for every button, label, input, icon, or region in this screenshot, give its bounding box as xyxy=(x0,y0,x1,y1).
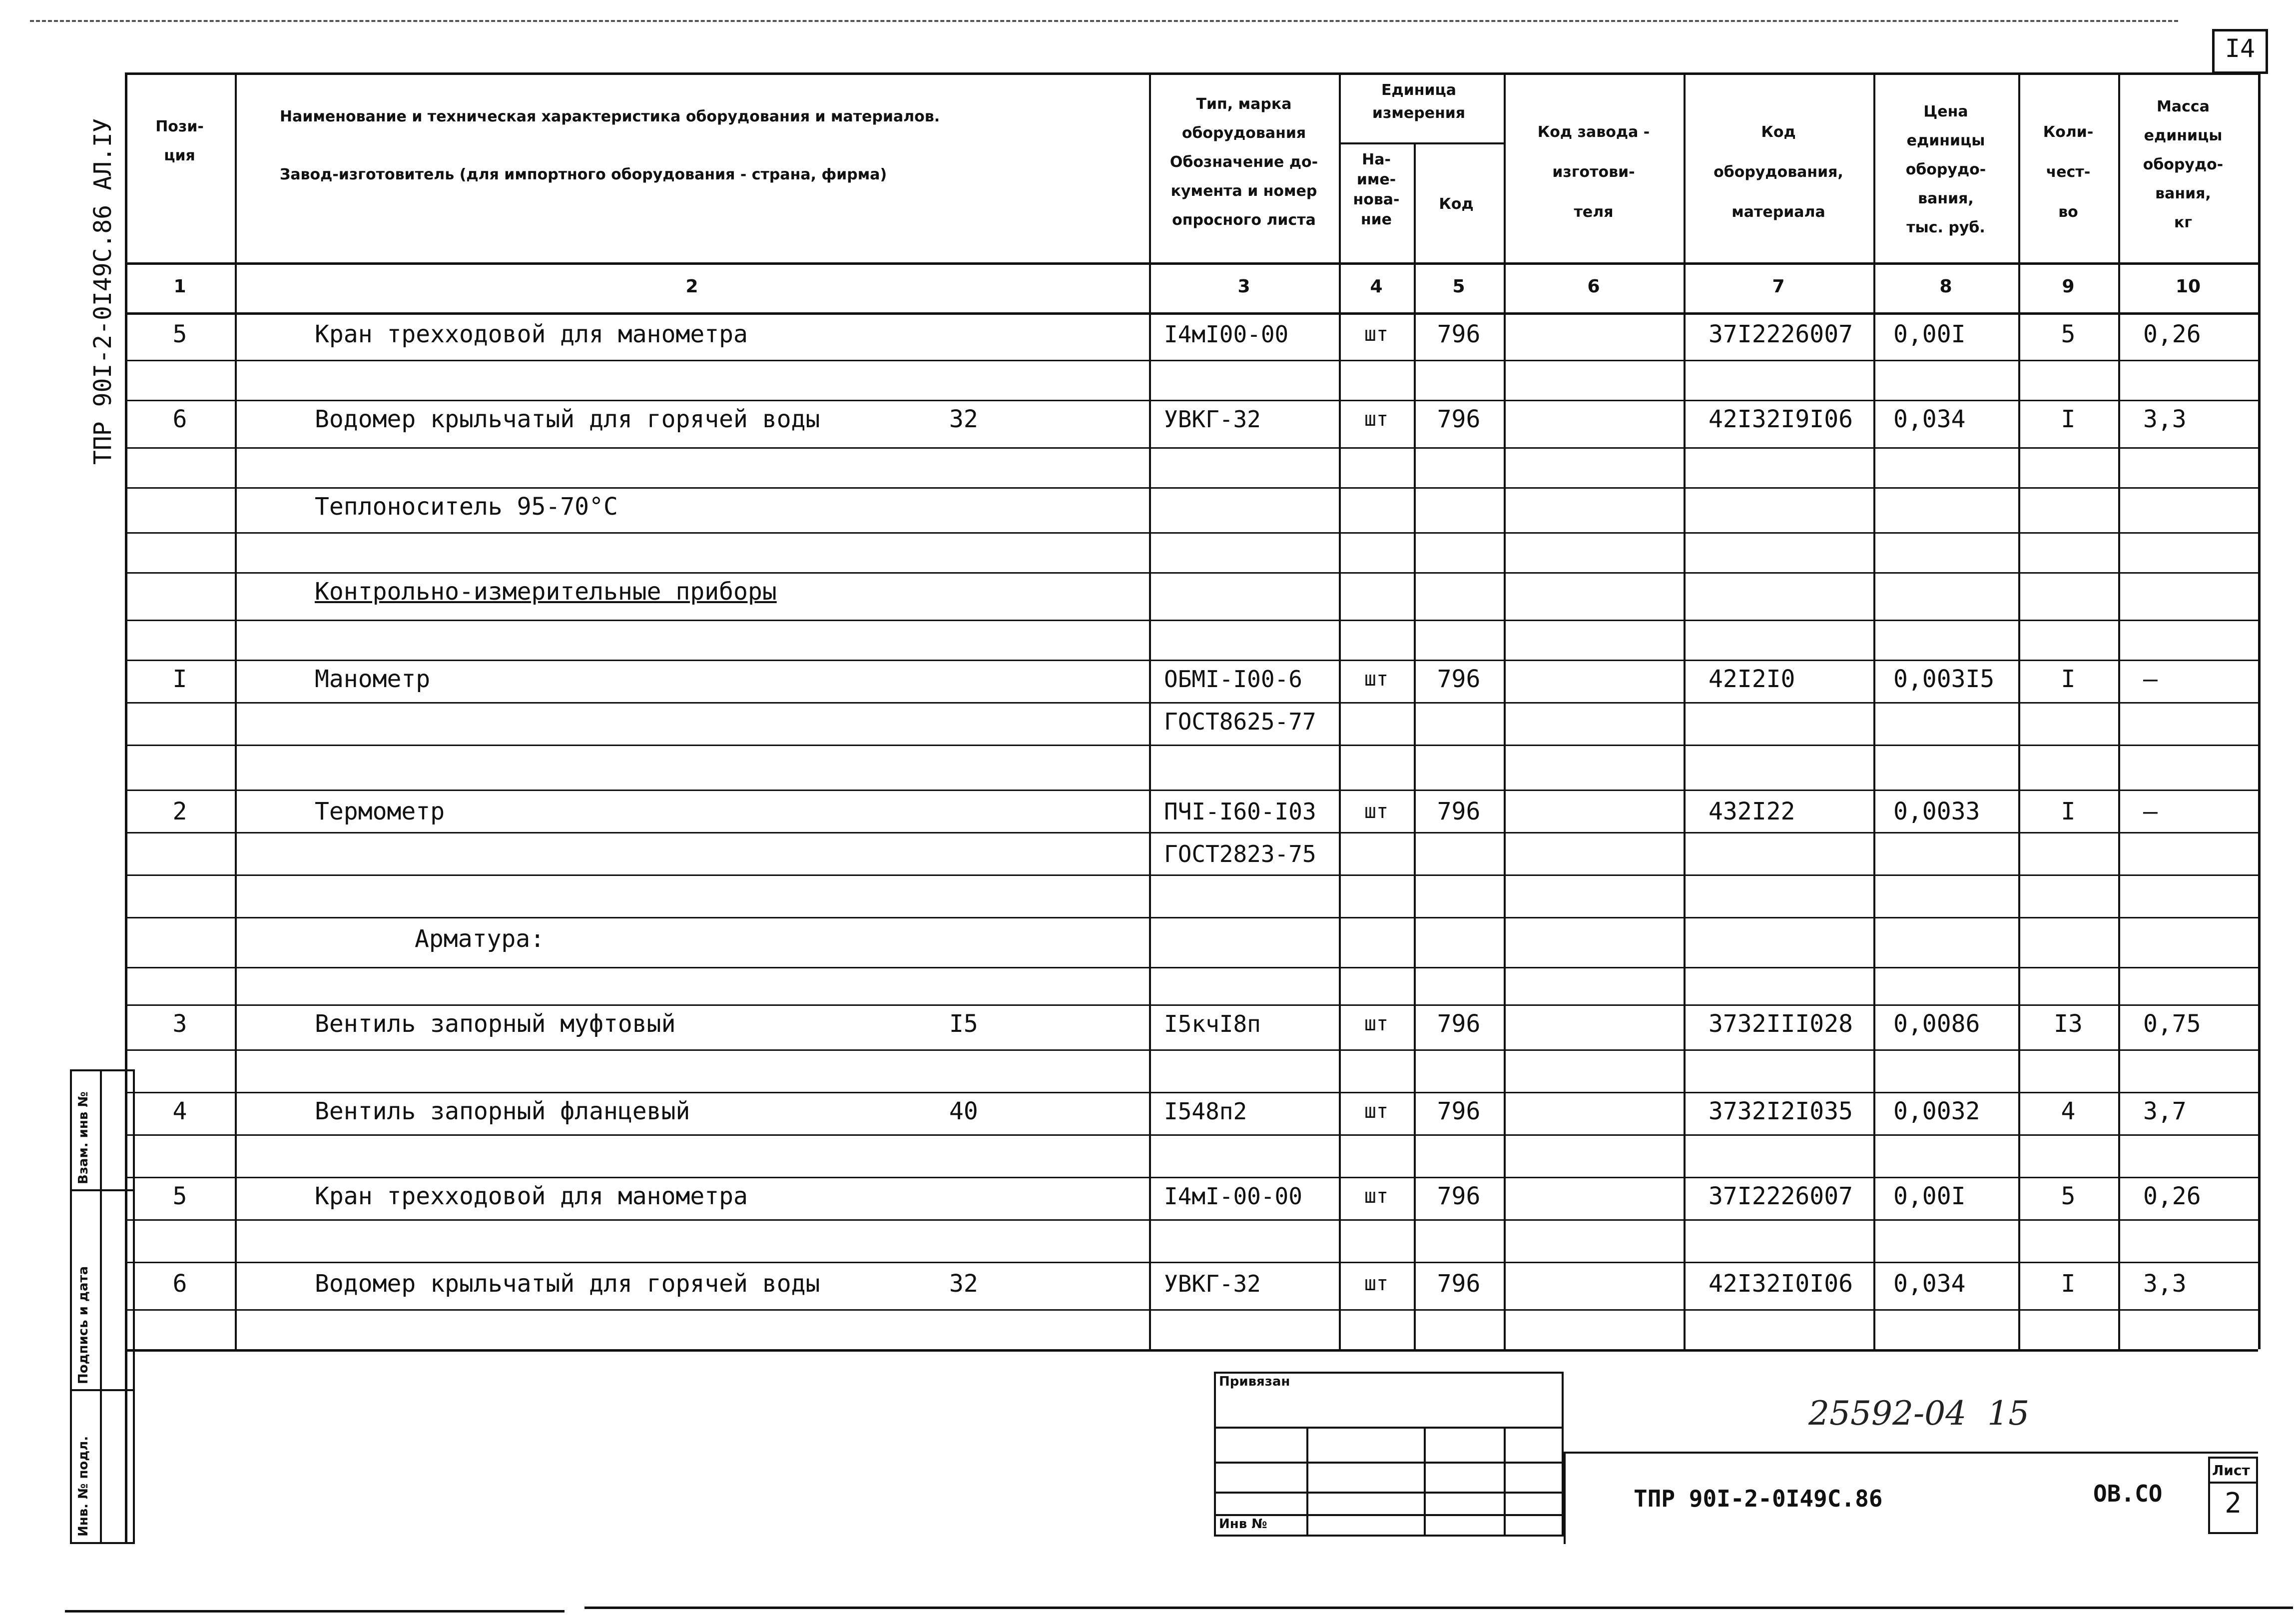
side-document-code: ТПР 90I-2-0I49С.86 АЛ.IУ xyxy=(89,118,117,465)
column-number: 3 xyxy=(1237,276,1250,297)
item-name-cell: Вентиль запорный фланцевый xyxy=(315,1097,690,1125)
column-divider xyxy=(1684,72,1686,1349)
doc-box-left xyxy=(1564,1452,1566,1544)
sheet-number: 2 xyxy=(2225,1487,2242,1520)
bound-divider xyxy=(1214,1427,1564,1429)
unit-name-cell: шт xyxy=(1364,800,1389,823)
bound-box xyxy=(1214,1372,1564,1537)
header-mass: Масса единицы оборудо- вания, кг xyxy=(2143,98,2224,231)
row-divider xyxy=(125,1004,2258,1006)
bound-label: Привязан xyxy=(1219,1374,1290,1389)
type-cell: I4мI-00-00 xyxy=(1164,1183,1302,1210)
column-number: 2 xyxy=(685,276,698,297)
inventory-label: Инв № xyxy=(1219,1517,1267,1532)
column-number: 8 xyxy=(1939,276,1952,297)
price-cell: 0,0086 xyxy=(1893,1010,1980,1038)
item-name-cell: Водомер крыльчатый для горячей воды xyxy=(315,1270,820,1298)
header-divider xyxy=(125,262,2258,265)
stamp-label-vzam: Взам. инв № xyxy=(76,1091,91,1184)
equipment-code-cell: 3732I2I035 xyxy=(1709,1097,1853,1125)
bound-divider xyxy=(1306,1427,1308,1537)
header-unit-name: На- име- нова- ние xyxy=(1353,151,1400,228)
bottom-edge-line xyxy=(65,1610,565,1613)
item-name-cell: Термометр xyxy=(315,798,445,825)
mass-cell: 0,26 xyxy=(2143,320,2201,348)
header-position: Пози- ция xyxy=(155,118,204,164)
table-border-right xyxy=(2258,72,2261,1349)
type-cell: УВКГ-32 xyxy=(1164,406,1261,433)
row-divider xyxy=(125,532,2258,534)
quantity-cell: I xyxy=(2061,665,2076,693)
quantity-cell: 5 xyxy=(2061,320,2076,348)
header-quantity: Коли- чест- во xyxy=(2043,123,2094,221)
price-cell: 0,00I xyxy=(1893,1182,1966,1210)
column-number: 10 xyxy=(2175,276,2201,297)
equipment-code-cell: 37I2226007 xyxy=(1709,320,1853,348)
position-cell: 6 xyxy=(172,405,187,433)
quantity-cell: 5 xyxy=(2061,1182,2076,1210)
position-cell: 5 xyxy=(172,320,187,348)
item-name-cell: Арматура: xyxy=(415,925,545,953)
unit-code-cell: 796 xyxy=(1437,798,1481,825)
mass-cell: 3,7 xyxy=(2143,1097,2187,1125)
unit-code-cell: 796 xyxy=(1437,405,1481,433)
unit-name-cell: шт xyxy=(1364,1185,1389,1208)
column-divider xyxy=(1149,72,1151,1349)
position-cell: 6 xyxy=(172,1270,187,1298)
type-cell: ГОСТ2823-75 xyxy=(1164,840,1316,867)
item-name-cell: Теплоноситель 95-70°С xyxy=(315,493,618,521)
quantity-cell: I xyxy=(2061,405,2076,433)
position-cell: 3 xyxy=(172,1010,187,1038)
type-cell: I548п2 xyxy=(1164,1098,1247,1125)
unit-name-cell: шт xyxy=(1364,323,1389,346)
row-divider xyxy=(125,874,2258,876)
type-cell: I5кчI8п xyxy=(1164,1010,1261,1037)
column-number: 7 xyxy=(1772,276,1785,297)
price-cell: 0,0032 xyxy=(1893,1097,1980,1125)
bound-divider xyxy=(1214,1462,1564,1464)
equipment-code-cell: 42I32I9I06 xyxy=(1709,405,1853,433)
header-price: Цена единицы оборудо- вания, тыс. руб. xyxy=(1905,103,1986,236)
item-size-cell: 40 xyxy=(949,1097,978,1125)
stamp-divider xyxy=(100,1069,102,1544)
type-cell: ПЧI-I60-I03 xyxy=(1164,798,1316,825)
bound-divider xyxy=(1504,1427,1506,1537)
header-factory-code: Код завода - изготови- теля xyxy=(1537,123,1650,221)
column-number: 9 xyxy=(2062,276,2075,297)
row-divider xyxy=(125,1134,2258,1136)
row-divider xyxy=(125,1219,2258,1221)
header-name: Наименование и техническая характеристика оборудования и материалов. Завод-изготовитель (для импортного оборудования - страна, фирма) xyxy=(280,108,940,183)
header-divider xyxy=(125,312,2258,315)
row-divider xyxy=(125,620,2258,621)
row-divider xyxy=(125,360,2258,361)
column-divider xyxy=(2018,72,2020,1349)
top-edge-line xyxy=(30,20,2178,22)
sheet-divider xyxy=(2208,1482,2258,1484)
row-divider xyxy=(125,447,2258,449)
header-type: Тип, марка оборудования Обозначение до- кумента и номер опросного листа xyxy=(1169,95,1318,229)
position-cell: 2 xyxy=(172,798,187,825)
unit-code-cell: 796 xyxy=(1437,1097,1481,1125)
unit-group-divider xyxy=(1339,142,1504,144)
row-divider xyxy=(125,917,2258,918)
item-name-cell: Кран трехходовой для манометра xyxy=(315,320,748,348)
doc-box-top xyxy=(1564,1452,2258,1454)
row-divider xyxy=(125,1092,2258,1093)
type-cell: ГОСТ8625-77 xyxy=(1164,708,1316,735)
column-divider xyxy=(1873,72,1875,1349)
item-size-cell: I5 xyxy=(949,1010,978,1038)
bound-divider xyxy=(1214,1492,1564,1494)
row-divider xyxy=(125,572,2258,574)
column-divider xyxy=(1504,72,1506,1349)
row-divider xyxy=(125,967,2258,968)
price-cell: 0,034 xyxy=(1893,1270,1966,1298)
unit-code-cell: 796 xyxy=(1437,665,1481,693)
row-divider xyxy=(125,702,2258,704)
header-unit-group: Единица измерения xyxy=(1372,81,1466,122)
column-number: 5 xyxy=(1452,276,1465,297)
unit-code-cell: 796 xyxy=(1437,1270,1481,1298)
mass-cell: 3,3 xyxy=(2143,1270,2187,1298)
unit-name-cell: шт xyxy=(1364,1012,1389,1035)
row-divider xyxy=(125,790,2258,791)
quantity-cell: I xyxy=(2061,1270,2076,1298)
row-divider xyxy=(125,1177,2258,1178)
price-cell: 0,00I xyxy=(1893,320,1966,348)
unit-code-cell: 796 xyxy=(1437,1010,1481,1038)
bound-divider xyxy=(1214,1514,1564,1516)
item-size-cell: 32 xyxy=(949,1270,978,1298)
mass-cell: 3,3 xyxy=(2143,405,2187,433)
unit-code-cell: 796 xyxy=(1437,320,1481,348)
bound-divider xyxy=(1424,1427,1426,1537)
row-divider xyxy=(125,1049,2258,1051)
stamp-label-inv-podl: Инв. № подл. xyxy=(76,1436,91,1537)
mass-cell: 0,26 xyxy=(2143,1182,2201,1210)
item-name-cell: Вентиль запорный муфтовый xyxy=(315,1010,676,1038)
quantity-cell: I3 xyxy=(2054,1010,2083,1038)
page-number: I4 xyxy=(2225,34,2256,63)
quantity-cell: I xyxy=(2061,798,2076,825)
row-divider xyxy=(125,1309,2258,1311)
type-cell: УВКГ-32 xyxy=(1164,1270,1261,1297)
mass-cell: – xyxy=(2143,665,2158,693)
row-divider xyxy=(125,487,2258,489)
handwritten-number: 25592-04 15 xyxy=(1808,1394,2030,1433)
item-name-cell: Манометр xyxy=(315,665,431,693)
unit-name-cell: шт xyxy=(1364,668,1389,691)
column-number: 1 xyxy=(173,276,186,297)
price-cell: 0,0033 xyxy=(1893,798,1980,825)
title-block xyxy=(125,1349,2258,1547)
position-cell: 5 xyxy=(172,1182,187,1210)
header-unit-code: Код xyxy=(1439,195,1474,213)
column-number: 4 xyxy=(1370,276,1383,297)
quantity-cell: 4 xyxy=(2061,1097,2076,1125)
unit-name-cell: шт xyxy=(1364,1272,1389,1295)
price-cell: 0,034 xyxy=(1893,405,1966,433)
bottom-edge-line xyxy=(584,1607,2293,1609)
position-cell: I xyxy=(172,665,187,693)
equipment-code-cell: 3732III028 xyxy=(1709,1010,1853,1038)
equipment-code-cell: 42I32I0I06 xyxy=(1709,1270,1853,1298)
equipment-code-cell: 37I2226007 xyxy=(1709,1182,1853,1210)
mass-cell: – xyxy=(2143,798,2158,825)
mass-cell: 0,75 xyxy=(2143,1010,2201,1038)
column-divider xyxy=(1339,72,1341,1349)
item-size-cell: 32 xyxy=(949,405,978,433)
item-name-cell: Водомер крыльчатый для горячей воды xyxy=(315,405,820,433)
position-cell: 4 xyxy=(172,1097,187,1125)
price-cell: 0,003I5 xyxy=(1893,665,1995,693)
document-code: ТПР 90I-2-0I49С.86 xyxy=(1634,1485,1883,1512)
row-divider xyxy=(125,832,2258,833)
item-name-cell: Контрольно-измерительные приборы xyxy=(315,578,777,606)
type-cell: ОБМI-I00-6 xyxy=(1164,666,1302,693)
equipment-code-cell: 432I22 xyxy=(1709,798,1795,825)
row-divider xyxy=(125,400,2258,401)
unit-name-cell: шт xyxy=(1364,1100,1389,1123)
column-divider xyxy=(235,72,237,1349)
document-mark: ОВ.СО xyxy=(2093,1480,2163,1507)
item-name-cell: Кран трехходовой для манометра xyxy=(315,1182,748,1210)
unit-name-cell: шт xyxy=(1364,408,1389,431)
column-number: 6 xyxy=(1587,276,1600,297)
unit-code-cell: 796 xyxy=(1437,1182,1481,1210)
row-divider xyxy=(125,745,2258,746)
row-divider xyxy=(125,1262,2258,1263)
table-border-top xyxy=(125,72,2258,75)
column-divider xyxy=(2118,72,2120,1349)
sheet-label: Лист xyxy=(2212,1462,2250,1479)
equipment-code-cell: 42I2I0 xyxy=(1709,665,1795,693)
header-equipment-code: Код оборудования, материала xyxy=(1714,123,1843,221)
row-divider xyxy=(125,660,2258,661)
type-cell: I4мI00-00 xyxy=(1164,321,1289,348)
stamp-label-signature: Подпись и дата xyxy=(76,1266,91,1384)
